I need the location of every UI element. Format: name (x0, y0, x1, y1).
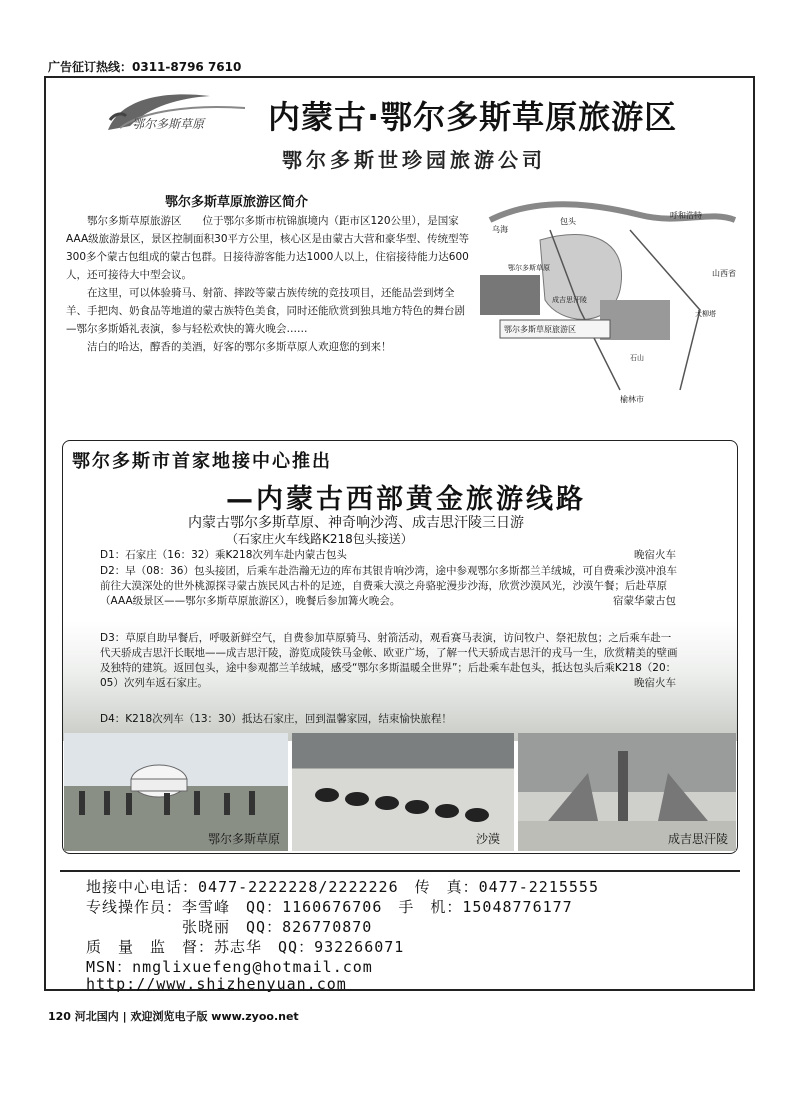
route-subtitle-note: （石家庄火车线路K218包头接送） (226, 532, 413, 546)
contact-website[interactable]: http://www.shizhenyuan.com (86, 975, 347, 993)
itinerary-day (100, 548, 680, 563)
contact-operator-line: 张晓丽 QQ：826770870 (86, 918, 373, 936)
route-title: —内蒙古西部黄金旅游线路 (226, 484, 586, 515)
map-label: 榆林市 (620, 395, 644, 404)
company-name: 鄂尔多斯世珍园旅游公司 (282, 148, 546, 172)
photo-grassland (64, 733, 288, 851)
itinerary-day (100, 564, 680, 609)
logo-text: 鄂尔多斯草原 (132, 117, 205, 131)
contact-supervisor-line: 质 量 监 督：苏志华 QQ：932266071 (86, 938, 405, 956)
route-heading: 鄂尔多斯市首家地接中心推出 (72, 451, 332, 472)
location-map (480, 190, 740, 410)
day-text: D4：K218次列车（13：30）抵达石家庄，回到温馨家园，结束愉快旅程！ (100, 713, 452, 725)
intro-paragraph: 鄂尔多斯草原旅游区 位于鄂尔多斯市杭锦旗境内（距市区120公里），是国家AAA级旅游景区，景区控制面积30平方公里，核心区是由蒙古大营和豪华型、传统型等300多个蒙古包组成的蒙古包群。日接待游客能力达1000人以上，住宿接待能力达600人，还可接待大中型会议。 (66, 215, 469, 281)
contact-phone-line: 地接中心电话：0477-2222228/2222226 传 真：0477-2215555 (86, 878, 599, 896)
itinerary-day (100, 712, 680, 727)
photo-caption: 成吉思汗陵 (667, 832, 728, 846)
map-label: 乌海 (492, 225, 508, 234)
map-label: 包头 (560, 217, 576, 226)
photo-desert (292, 733, 514, 851)
day-lodging: 晚宿火车 (634, 549, 676, 561)
intro-text (66, 212, 470, 356)
contact-msn: MSN：nmglixuefeng@hotmail.com (86, 958, 373, 976)
page-footer: 120 河北国内 | 欢迎浏览电子版 www.zyoo.net (48, 1010, 299, 1023)
photo-caption: 鄂尔多斯草原 (207, 832, 280, 846)
day-text: D2：早（08：36）包头接团，后乘车赴浩瀚无边的库布其银肯响沙湾，途中参观鄂尔多斯都兰羊绒城，可自费乘沙漠冲浪车前往大漠深处的世外桃源探寻蒙古族民风古朴的足迹，自费乘大漠之舟骆驼漫步沙海，欣赏沙漠风光，沙漠午餐；后赴草原（AAA级景区——鄂尔多斯草原旅游区），晚餐后参加篝火晚会。 (100, 565, 677, 607)
day-lodging: 晚宿火车 (634, 677, 676, 689)
day-lodging: 宿蒙华蒙古包 (613, 595, 676, 607)
ad-hotline: 广告征订热线：0311-8796 7610 (48, 60, 242, 74)
route-subtitle: 内蒙古鄂尔多斯草原、神奇响沙湾、成吉思汗陵三日游 (188, 515, 524, 531)
map-label: 山西省 (712, 269, 736, 278)
map-label: 成吉思汗陵 (552, 296, 587, 304)
day-text: D1：石家庄（16：32）乘K218次列车赴内蒙古包头 (100, 549, 347, 561)
intro-paragraph: 洁白的哈达，醇香的美酒，好客的鄂尔多斯草原人欢迎您的到来！ (87, 341, 392, 353)
map-label: 大柳塔 (695, 310, 716, 318)
map-label: 呼和浩特 (670, 211, 702, 220)
itinerary-day (100, 631, 680, 691)
page-title: 内蒙古·鄂尔多斯草原旅游区 (268, 98, 678, 136)
map-caption: 鄂尔多斯草原旅游区 (504, 325, 576, 334)
contact-operator-line: 专线操作员：李雪峰 QQ：1160676706 手 机：15048776177 (86, 898, 573, 916)
day-text: D3：草原自助早餐后，呼吸新鲜空气，自费参加草原骑马、射箭活动，观看赛马表演，访问牧户、祭祀敖包；之后乘车赴一代天骄成吉思汗长眠地——成吉思汗陵，游览成陵铁马金帐、欧亚广场，了解一代天骄成吉思汗的戎马一生，欣赏精美的壁画及独特的建筑。返回包头，途中参观都兰羊绒城，感受“鄂尔多斯温暖全世界”；后赴乘车赴包头，抵达包头后乘K218（20：05）次列车返石家庄。 (100, 632, 678, 689)
intro-paragraph: 在这里，可以体验骑马、射箭、摔跤等蒙古族传统的竞技项目，还能品尝到烤全羊、手把肉、奶食品等地道的蒙古族特色美食，同时还能欣赏到独具地方特色的舞台剧—鄂尔多斯婚礼表演，参与轻松欢快的篝火晚会…… (66, 287, 465, 335)
map-label: 鄂尔多斯草原 (508, 264, 550, 272)
photo-mausoleum (518, 733, 736, 851)
photo-caption: 沙漠 (475, 832, 500, 846)
map-label: 石山 (630, 354, 644, 362)
intro-title: 鄂尔多斯草原旅游区简介 (165, 195, 309, 210)
